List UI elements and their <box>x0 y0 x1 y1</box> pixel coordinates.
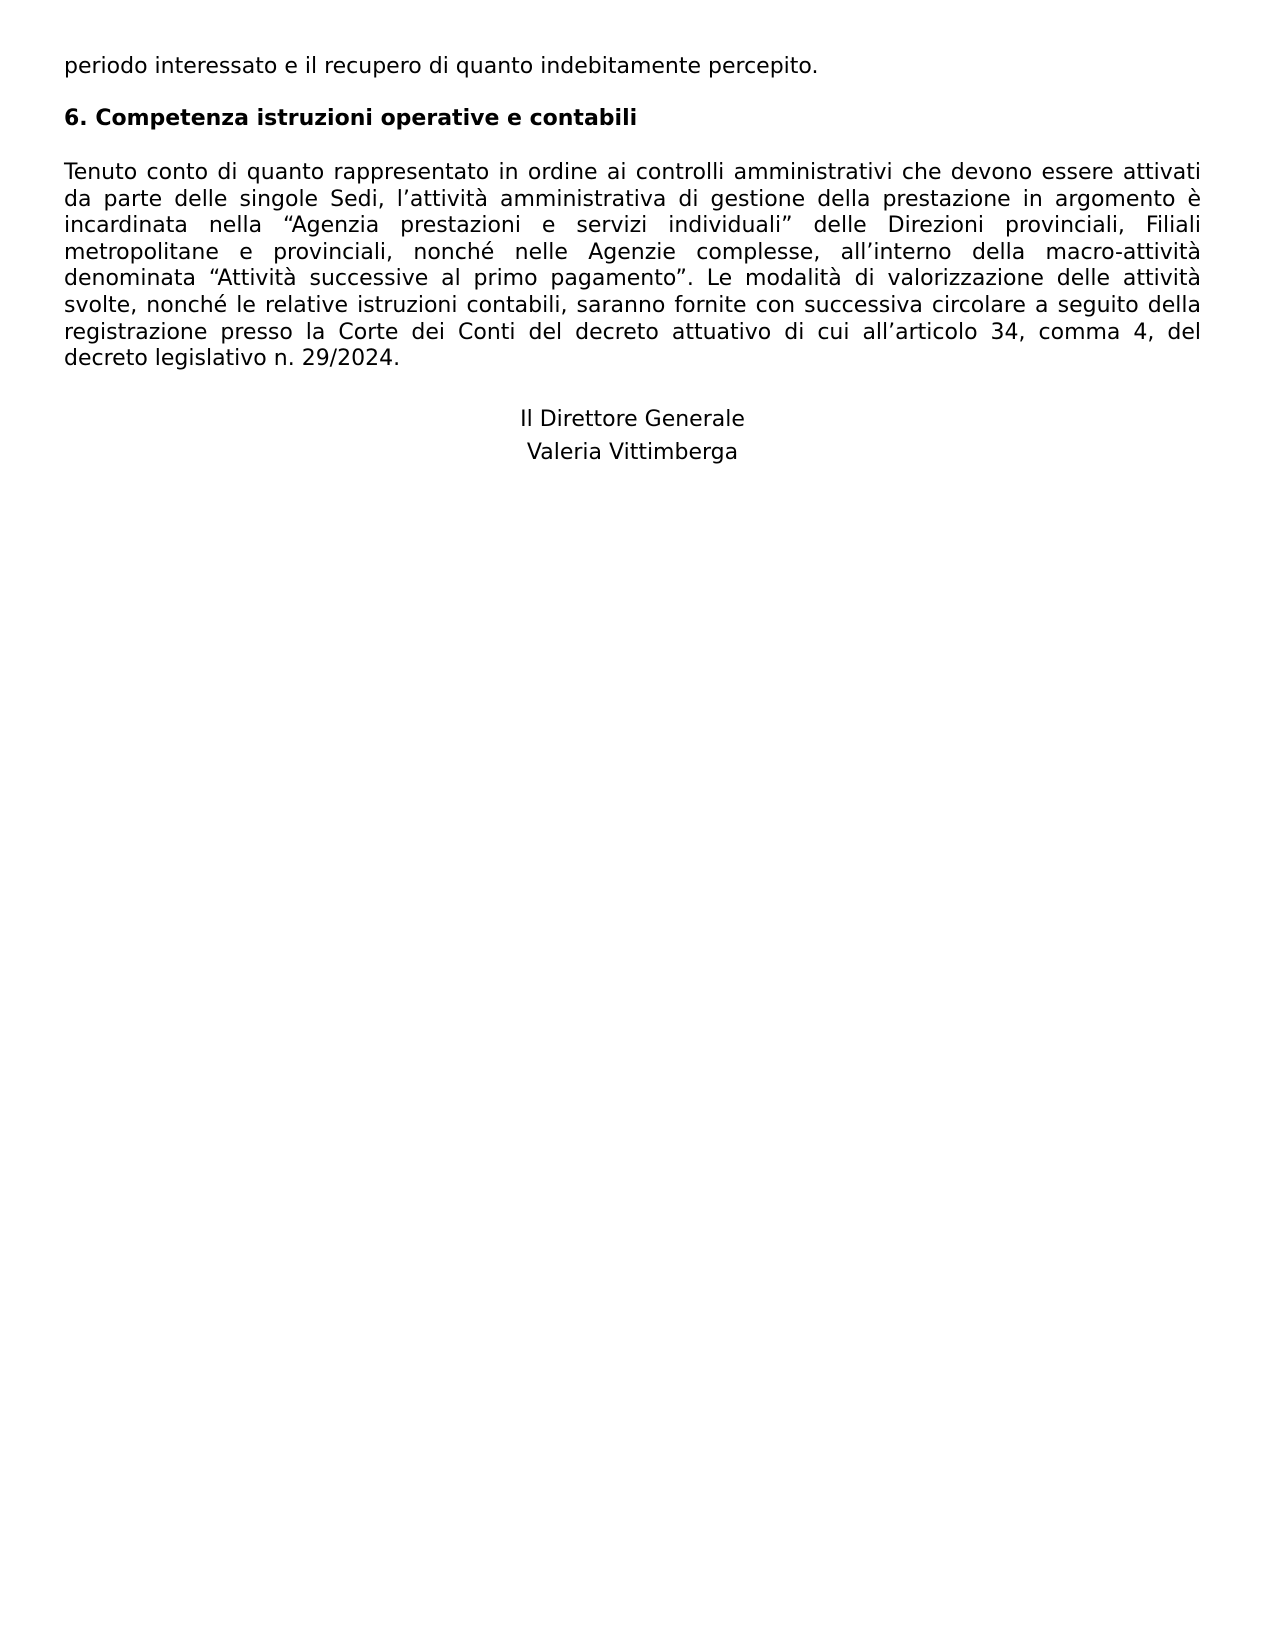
signature-name: Valeria Vittimberga <box>526 439 739 465</box>
document-page <box>64 52 1201 469</box>
continuation-text: periodo interessato e il recupero di quanto indebitamente percepito. <box>64 54 819 79</box>
signature-block <box>64 403 1201 469</box>
body-paragraph: Tenuto conto di quanto rappresentato in ordine ai controlli amministrativi che devono essere attivati da parte delle singole Sedi, l’attività amministrativa di gestione della prestazione in argomento è incardinata nella “Agenzia prestazioni e servizi individuali” delle Direzioni provinciali, Filiali metropolitane e provinciali, nonché nelle Agenzie complesse, all’interno della macro-attività denominata “Attività successive al primo pagamento”. Le modalità di valorizzazione delle attività svolte, nonché le relative istruzioni contabili, saranno fornite con successiva circolare a seguito della registrazione presso la Corte dei Conti del decreto attuativo di cui all’articolo 34, comma 4, del decreto legislativo n. 29/2024. <box>64 160 1201 372</box>
signature-role: Il Direttore Generale <box>520 406 745 432</box>
section-heading: 6. Competenza istruzioni operative e contabili <box>64 106 638 131</box>
